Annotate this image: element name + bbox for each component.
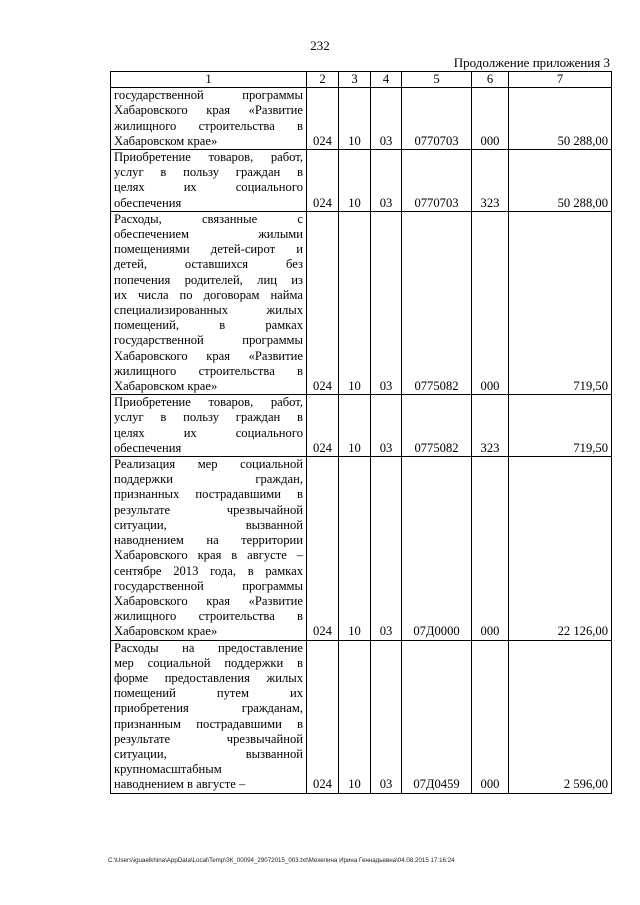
description-line: Хабаровского края в августе – bbox=[114, 548, 303, 563]
footer-file-path: C:\Users\iguaelkhina\AppData\Local\Temp\ЗК_00094_29072015_003.txt\Мехелина Ирина Геннадьевна\04.08.2015 17:16:24 bbox=[108, 857, 455, 864]
description-line: обеспечением жилыми bbox=[114, 227, 303, 242]
description-line: государственной программы bbox=[114, 88, 303, 103]
admin-code: 024 bbox=[307, 150, 339, 212]
row-description bbox=[111, 211, 307, 394]
row-description bbox=[111, 88, 307, 150]
admin-code: 024 bbox=[307, 640, 339, 793]
description-line: наводнением на территории bbox=[114, 533, 303, 548]
target-code: 0770703 bbox=[402, 150, 472, 212]
description-line: форме предоставления жилых bbox=[114, 670, 303, 685]
description-line: ситуации, вызванной bbox=[114, 517, 303, 532]
description-line: Приобретение товаров, работ, bbox=[114, 150, 303, 165]
row-description bbox=[111, 395, 307, 457]
admin-code: 024 bbox=[307, 395, 339, 457]
expense-type-code: 323 bbox=[472, 395, 509, 457]
description-line: ситуации, вызванной bbox=[114, 746, 303, 761]
description-line: Хабаровском крае» bbox=[114, 133, 218, 148]
admin-code: 024 bbox=[307, 457, 339, 640]
table-row bbox=[111, 457, 612, 640]
column-header: 6 bbox=[472, 72, 509, 88]
description-line: жилищного строительства в bbox=[114, 118, 303, 133]
section-code: 10 bbox=[339, 211, 371, 394]
description-line: целях их социального bbox=[114, 180, 303, 195]
continuation-label: Продолжение приложения 3 bbox=[453, 55, 610, 70]
column-header: 7 bbox=[509, 72, 612, 88]
description-line: помещений путем их bbox=[114, 686, 303, 701]
table-body bbox=[111, 88, 612, 793]
target-code: 0775082 bbox=[402, 211, 472, 394]
target-code: 07Д0459 bbox=[402, 640, 472, 793]
description-line: обеспечения bbox=[114, 195, 182, 210]
description-line: поддержки граждан, bbox=[114, 472, 303, 487]
description-line: Хабаровском крае» bbox=[114, 379, 218, 394]
amount: 719,50 bbox=[509, 211, 612, 394]
description-line: Расходы, связанные с bbox=[114, 211, 303, 226]
subsection-code: 03 bbox=[371, 457, 402, 640]
subsection-code: 03 bbox=[371, 395, 402, 457]
description-line: Хабаровского края «Развитие bbox=[114, 593, 303, 608]
subsection-code: 03 bbox=[371, 211, 402, 394]
description-line: помещений, в рамках bbox=[114, 318, 303, 333]
section-code: 10 bbox=[339, 640, 371, 793]
row-description bbox=[111, 150, 307, 212]
description-line: услуг в пользу граждан в bbox=[114, 410, 303, 425]
target-code: 0770703 bbox=[402, 88, 472, 150]
expense-type-code: 000 bbox=[472, 211, 509, 394]
amount: 2 596,00 bbox=[509, 640, 612, 793]
description-line: помещениями детей-сирот и bbox=[114, 242, 303, 257]
column-header: 4 bbox=[371, 72, 402, 88]
description-line: результате чрезвычайной bbox=[114, 502, 303, 517]
budget-table bbox=[110, 71, 612, 794]
section-code: 10 bbox=[339, 395, 371, 457]
section-code: 10 bbox=[339, 150, 371, 212]
table-row bbox=[111, 640, 612, 793]
column-header: 2 bbox=[307, 72, 339, 88]
column-header: 5 bbox=[402, 72, 472, 88]
description-line: мер социальной поддержки в bbox=[114, 655, 303, 670]
description-line: Реализация мер социальной bbox=[114, 457, 303, 472]
description-line: жилищного строительства в bbox=[114, 609, 303, 624]
description-line: приобретения гражданам, bbox=[114, 701, 303, 716]
description-line: наводнением в августе – bbox=[114, 777, 246, 792]
expense-type-code: 323 bbox=[472, 150, 509, 212]
subsection-code: 03 bbox=[371, 88, 402, 150]
section-code: 10 bbox=[339, 88, 371, 150]
table-row bbox=[111, 88, 612, 150]
description-line: специализированных жилых bbox=[114, 303, 303, 318]
description-line: целях их социального bbox=[114, 425, 303, 440]
admin-code: 024 bbox=[307, 88, 339, 150]
description-line: государственной программы bbox=[114, 578, 303, 593]
description-line: государственной программы bbox=[114, 333, 303, 348]
description-line: их числа по договорам найма bbox=[114, 287, 303, 302]
table-row bbox=[111, 211, 612, 394]
column-header: 3 bbox=[339, 72, 371, 88]
header-row bbox=[111, 72, 612, 88]
description-line: сентябре 2013 года, в рамках bbox=[114, 563, 303, 578]
amount: 50 288,00 bbox=[509, 88, 612, 150]
admin-code: 024 bbox=[307, 211, 339, 394]
description-line: крупномасштабным bbox=[114, 762, 222, 777]
description-line: услуг в пользу граждан в bbox=[114, 165, 303, 180]
amount: 719,50 bbox=[509, 395, 612, 457]
expense-type-code: 000 bbox=[472, 457, 509, 640]
table-row bbox=[111, 395, 612, 457]
expense-type-code: 000 bbox=[472, 640, 509, 793]
row-description bbox=[111, 640, 307, 793]
description-line: Хабаровского края «Развитие bbox=[114, 103, 303, 118]
expense-type-code: 000 bbox=[472, 88, 509, 150]
amount: 22 126,00 bbox=[509, 457, 612, 640]
description-line: Хабаровском крае» bbox=[114, 624, 218, 639]
section-code: 10 bbox=[339, 457, 371, 640]
target-code: 0775082 bbox=[402, 395, 472, 457]
description-line: Приобретение товаров, работ, bbox=[114, 395, 303, 410]
column-header: 1 bbox=[111, 72, 307, 88]
description-line: обеспечения bbox=[114, 440, 182, 455]
row-description bbox=[111, 457, 307, 640]
description-line: жилищного строительства в bbox=[114, 363, 303, 378]
description-line: признанным пострадавшими в bbox=[114, 716, 303, 731]
target-code: 07Д0000 bbox=[402, 457, 472, 640]
table-row bbox=[111, 150, 612, 212]
amount: 50 288,00 bbox=[509, 150, 612, 212]
description-line: Расходы на предоставление bbox=[114, 640, 303, 655]
description-line: признанных пострадавшими в bbox=[114, 487, 303, 502]
description-line: попечения родителей, лиц из bbox=[114, 272, 303, 287]
description-line: Хабаровского края «Развитие bbox=[114, 348, 303, 363]
description-line: результате чрезвычайной bbox=[114, 731, 303, 746]
description-line: детей, оставшихся без bbox=[114, 257, 303, 272]
page-number: 232 bbox=[310, 38, 330, 53]
subsection-code: 03 bbox=[371, 150, 402, 212]
subsection-code: 03 bbox=[371, 640, 402, 793]
